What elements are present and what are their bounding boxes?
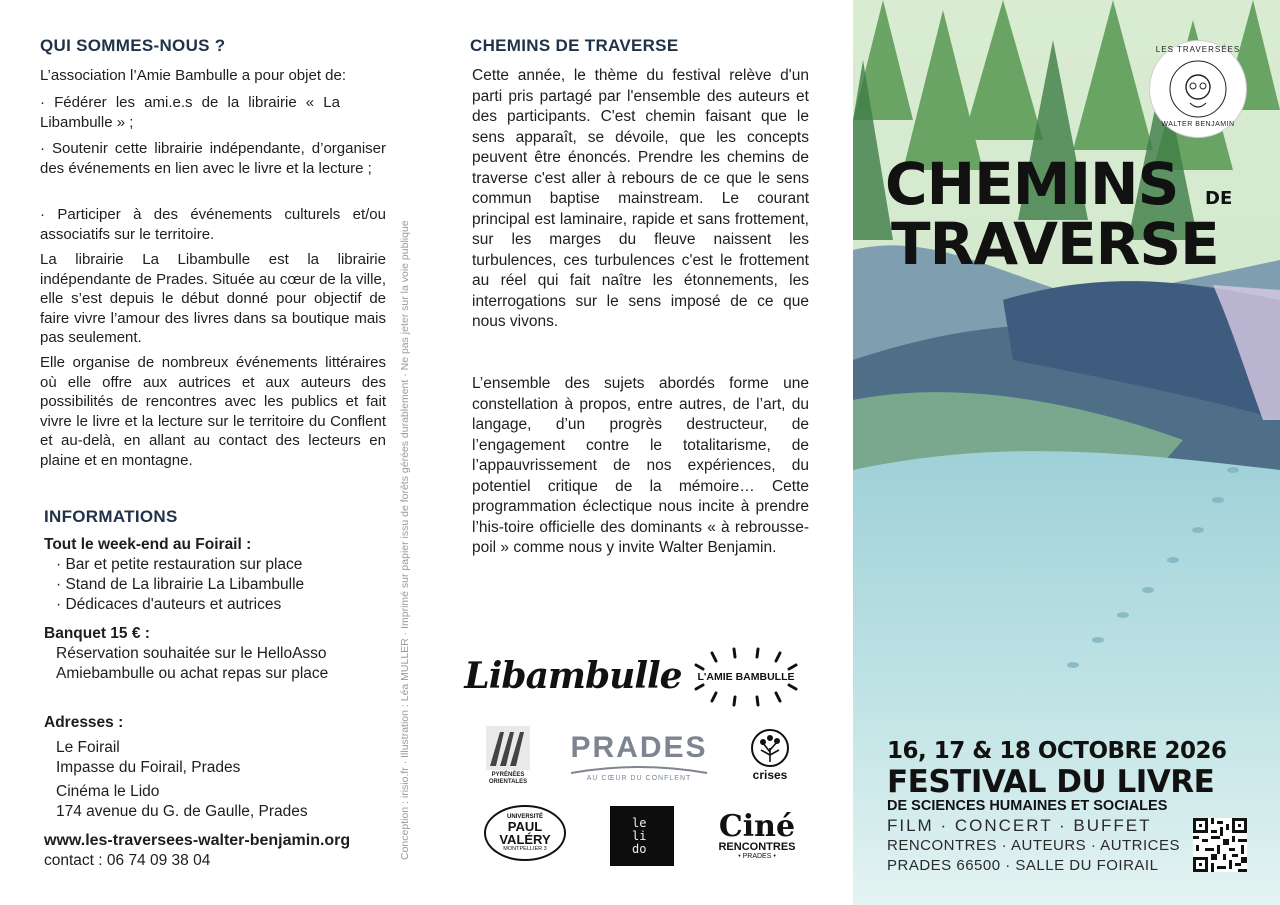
about-bullet-1: · Fédérer les ami.e.s de la librairie « La Libambulle » ;	[40, 94, 340, 131]
prades-logo: PRADES AU CŒUR DU CONFLENT	[570, 730, 708, 782]
amie-bambulle-logo: L'AMIE BAMBULLE	[686, 645, 806, 709]
poster-line-a: FILM · CONCERT · BUFFET	[887, 816, 1152, 835]
contact-phone: contact : 06 74 09 38 04	[44, 852, 211, 869]
address-2-name: Cinéma le Lido	[56, 783, 160, 800]
weekend-label: Tout le week-end au Foirail :	[44, 536, 252, 553]
poster-panel	[853, 0, 1280, 905]
address-2-street: 174 avenue du G. de Gaulle, Prades	[56, 803, 308, 820]
weekend-item-2: · Stand de La librairie La Libambulle	[56, 576, 305, 593]
pyrenees-orientales-logo: PYRÉNÉES ORIENTALES	[484, 724, 532, 788]
website-link[interactable]: www.les-traversees-walter-benjamin.org	[44, 832, 351, 849]
about-intro: L’association l’Amie Bambulle a pour objet de:	[40, 67, 347, 84]
badge-top-text: LES TRAVERSÉES	[1155, 45, 1241, 54]
weekend-item-3: · Dédicaces d'auteurs et autrices	[56, 596, 282, 613]
address-1-name: Le Foirail	[56, 739, 120, 756]
vertical-credit: Conception : irisio.fr · Illustration : Léa MULLER · Imprimé sur papier issu de forêts gérées durablement · Ne pas jeter sur la voie publique	[399, 220, 411, 860]
weekend-item-1: · Bar et petite restauration sur place	[56, 556, 303, 573]
lido-logo: le lido	[610, 806, 674, 866]
middle-paragraph-1: Cette année, le thème du festival relève d'un parti pris partagé par l'ensemble des auteurs et des participants. C'est chemin faisant que le sens apparaît, se dévoile, que les concepts peuvent être énoncés. Prendre les chemins de traverse c'est aller à rebours de ce que le sens commun baptise mainstream. Le courant principal est laminaire, rapide et sans frottement, sur les marges du fleuve naissent les turbulences, ces turbulences c'est le frottement au réel qui fait naître les étonnements, les interrogations sur le sens imposé de ce que nous vivons.	[472, 67, 809, 330]
crises-logo: crises	[742, 722, 798, 788]
poster-dates: 16, 17 & 18 OCTOBRE 2026	[887, 738, 1227, 764]
poster-line-b: RENCONTRES · AUTEURS · AUTRICES	[887, 837, 1181, 854]
left-panel	[0, 0, 400, 905]
qr-code-icon[interactable]	[1193, 818, 1247, 872]
about-paragraph-1: La librairie La Libambulle est la librairie indépendante de Prades. Située au cœur de la ville, elle s’est depuis le début donné pour objectif de faire vivre l’amour des livres dans sa boutique mais pas seulement.	[40, 251, 386, 346]
poster-title-line2: TRAVERSE	[891, 210, 1219, 278]
cine-rencontres-logo: Ciné RENCONTRES • PRADES •	[718, 808, 796, 860]
badge-bottom-text: WALTER BENJAMIN	[1161, 121, 1235, 128]
poster-subtitle: DE SCIENCES HUMAINES ET SOCIALES	[887, 798, 1168, 814]
about-bullet-2: · Soutenir cette librairie indépendante, d’organiser des événements en lien avec le livre et la lecture ;	[40, 140, 386, 177]
about-title: QUI SOMMES-NOUS ?	[40, 36, 226, 55]
middle-paragraph-2: L’ensemble des sujets abordés forme une constellation à propos, entre autres, de l’art, du langage, d’un progrès destructeur, de l’engagement contre le totalitarisme, de l’appauvrissement de nos expériences, du potentiel critique de la mémoire… Cette programmation éclectique nous incite à prendre l’his-toire officielle des dominants « à rebrousse-poil » comme nous y invite Walter Benjamin.	[472, 375, 809, 556]
poster-title-de: DE	[1205, 188, 1233, 209]
traversees-badge	[1149, 40, 1247, 138]
middle-title: CHEMINS DE TRAVERSE	[470, 36, 679, 55]
poster-festival: FESTIVAL DU LIVRE	[887, 764, 1215, 800]
poster-title-line1: CHEMINS	[885, 150, 1179, 218]
poster-line-c: PRADES 66500 · SALLE DU FOIRAIL	[887, 857, 1159, 874]
address-1-street: Impasse du Foirail, Prades	[56, 759, 241, 776]
banquet-text: Réservation souhaitée sur le HelloAsso Amiebambulle ou achat repas sur place	[56, 645, 329, 682]
about-paragraph-2: Elle organise de nombreux événements littéraires où elle offre aux autrices et aux auteurs des possibilités de rencontres avec les publics et fait vivre le livre et la lecture sur le territoire du Conflent et au-delà, en allant au contact des lecteurs en plaine et en montagne.	[40, 354, 386, 469]
middle-panel	[430, 0, 855, 905]
banquet-label: Banquet 15 € :	[44, 625, 150, 642]
universite-paul-valery-logo: UNIVERSITÉ PAUL VALÉRY MONTPELLIER 3	[482, 800, 568, 866]
addresses-label: Adresses :	[44, 714, 124, 731]
libambulle-logo: Libambulle	[474, 642, 674, 710]
about-bullet-3: · Participer à des événements culturels et/ou associatifs sur le territoire.	[40, 206, 386, 243]
info-title: INFORMATIONS	[44, 507, 178, 526]
